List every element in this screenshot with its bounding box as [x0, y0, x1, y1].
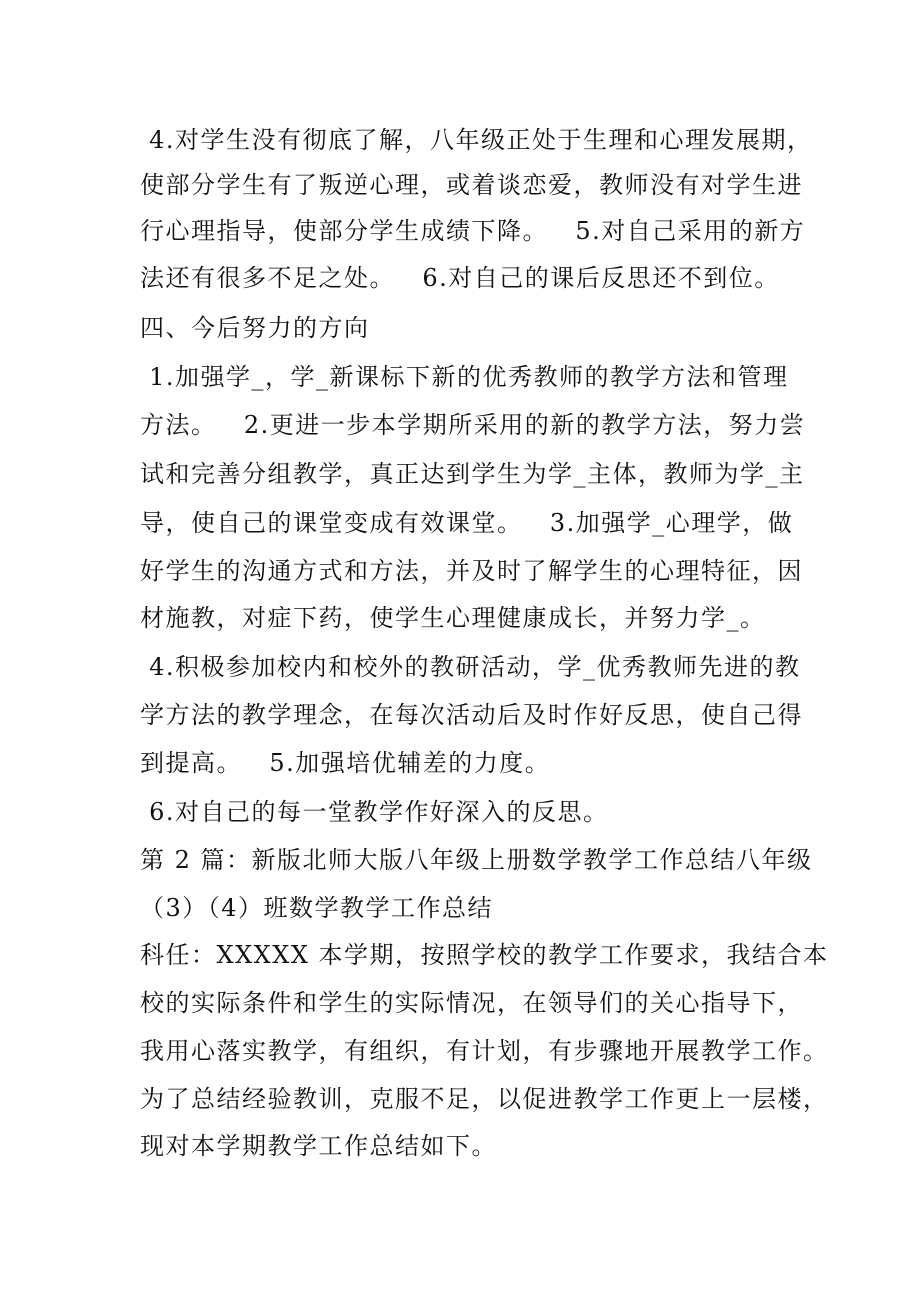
- text-line: 到提高。 5.加强培优辅差的力度。: [140, 749, 551, 777]
- text-line: 法还有很多不足之处。 6.对自己的课后反思还不到位。: [140, 264, 780, 292]
- text-line: 为了总结经验教训，克服不足，以促进教学工作更上一层楼，: [140, 1085, 829, 1113]
- text-line: 4.积极参加校内和校外的教研活动，学_优秀教师先进的教: [140, 653, 801, 681]
- text-line: 6.对自己的每一堂教学作好深入的反思。: [140, 798, 609, 826]
- text-line: 方法。 2.更进一步本学期所采用的新的教学方法，努力尝: [140, 411, 806, 439]
- text-line: 好学生的沟通方式和方法，并及时了解学生的心理特征，因: [140, 557, 803, 585]
- text-line: 导，使自己的课堂变成有效课堂。 3.加强学_心理学，做: [140, 509, 794, 537]
- text-line: 试和完善分组教学，真正达到学生为学_主体，教师为学_主: [140, 460, 805, 488]
- text-line: 校的实际条件和学生的实际情况，在领导们的关心指导下，: [140, 989, 803, 1017]
- text-line: 材施教，对症下药，使学生心理健康成长，并努力学_。: [140, 604, 766, 632]
- text-line: 使部分学生有了叛逆心理，或着谈恋爱，教师没有对学生进: [140, 171, 803, 199]
- text-line: 4.对学生没有彻底了解，八年级正处于生理和心理发展期，: [140, 126, 813, 154]
- section-heading: 四、今后努力的方向: [140, 314, 370, 342]
- article-heading-continued: （3）（4）班数学教学工作总结: [140, 894, 494, 922]
- text-line: 我用心落实教学，有组织，有计划，有步骤地开展教学工作。: [140, 1037, 829, 1065]
- text-line: 现对本学期教学工作总结如下。: [140, 1132, 497, 1160]
- text-line: 学方法的教学理念，在每次活动后及时作好反思，使自己得: [140, 701, 803, 729]
- article-heading: 第 2 篇：新版北师大版八年级上册数学教学工作总结八年级: [140, 846, 813, 874]
- text-line: 科任：XXXXX 本学期，按照学校的教学工作要求，我结合本: [140, 941, 829, 969]
- text-line: 行心理指导，使部分学生成绩下降。 5.对自己采用的新方: [140, 217, 806, 245]
- text-line: 1.加强学_，学_新课标下新的优秀教师的教学方法和管理: [140, 363, 789, 391]
